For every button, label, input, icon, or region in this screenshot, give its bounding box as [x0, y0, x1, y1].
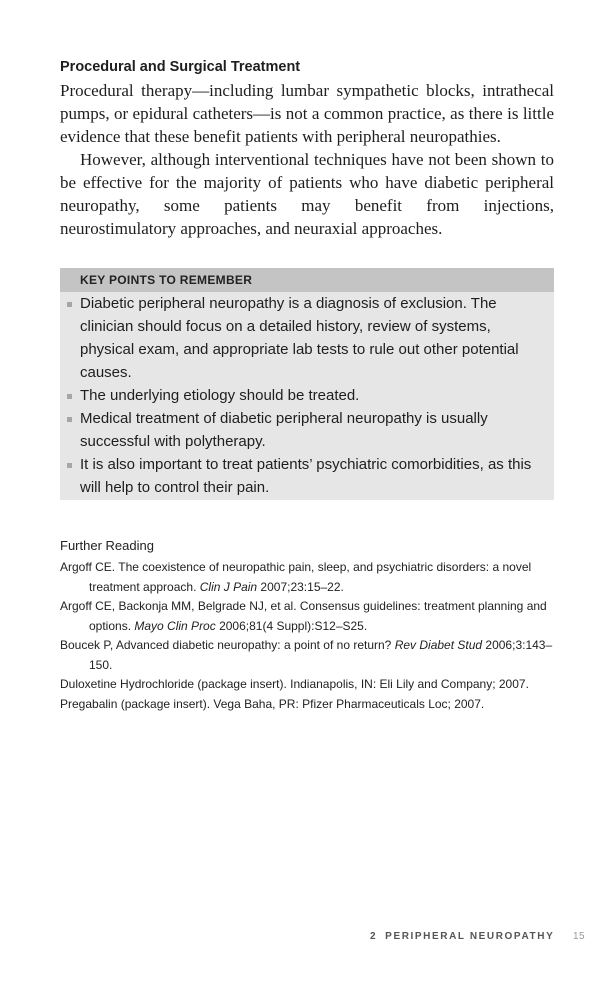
square-bullet-icon [67, 394, 72, 399]
journal-title: Rev Diabet Stud [394, 638, 483, 652]
page-footer [370, 931, 590, 942]
key-point-item [60, 407, 554, 453]
key-point-item [60, 453, 554, 499]
reference-item [60, 695, 554, 715]
key-points-header: KEY POINTS TO REMEMBER [60, 268, 554, 292]
square-bullet-icon [67, 302, 72, 307]
body-paragraph: However, although interventional techniques have not been shown to be effective for the majority of patients who have diabetic peripheral neuropathy, some patients may benefit from injections, neurostimulatory approaches, and neuraxial approaches. [60, 150, 554, 238]
key-point-item [60, 292, 554, 384]
reference-text: Pregabalin (package insert). Vega Baha, PR: Pfizer Pharmaceuticals Loc; 2007. [60, 696, 485, 711]
chapter-title: PERIPHERAL NEUROPATHY [385, 931, 555, 942]
reference-citation: 2006;81(4 Suppl):S12–S25. [215, 618, 368, 633]
page-number: 15 [573, 931, 586, 942]
reference-citation: 2006;3:143–150. [89, 638, 553, 672]
reference-item [60, 558, 554, 597]
key-point-item [60, 384, 554, 407]
journal-title: Mayo Clin Proc [134, 618, 216, 633]
section-heading: Procedural and Surgical Treatment [60, 59, 301, 75]
key-point-text: The underlying etiology should be treated. [80, 387, 360, 404]
further-reading-heading: Further Reading [60, 538, 154, 553]
reference-citation: 2007;23:15–22. [257, 579, 344, 594]
square-bullet-icon [67, 417, 72, 422]
key-point-text: Medical treatment of diabetic peripheral neuropathy is usually successful with polytherapy. [80, 410, 488, 450]
reference-text: Boucek P, Advanced diabetic neuropathy: a point of no return? [60, 638, 395, 652]
reference-item [60, 597, 554, 636]
reference-item [60, 636, 554, 675]
reference-text: Duloxetine Hydrochloride (package insert). Indianapolis, IN: Eli Lily and Company; 2007. [60, 677, 529, 691]
journal-title: Clin J Pain [199, 579, 258, 594]
reference-text: Argoff CE. The coexistence of neuropathic pain, sleep, and psychiatric disorders: a novel treatment approach. [60, 560, 532, 594]
key-points-list [60, 292, 554, 499]
key-points-box [60, 268, 554, 500]
reference-text: Argoff CE, Backonja MM, Belgrade NJ, et al. Consensus guidelines: treatment planning and options. [60, 599, 547, 633]
key-point-text: It is also important to treat patients’ psychiatric comorbidities, as this will help to control their pain. [80, 456, 532, 496]
reference-list [60, 558, 554, 714]
square-bullet-icon [67, 463, 72, 468]
reference-item [60, 675, 554, 695]
body-paragraph: Procedural therapy—including lumbar sympathetic blocks, intrathecal pumps, or epidural catheters—is not a common practice, as there is little evidence that these benefit patients with peripheral neuropathies. [60, 81, 554, 146]
key-point-text: Diabetic peripheral neuropathy is a diagnosis of exclusion. The clinician should focus on a detailed history, review of systems, physical exam, and appropriate lab tests to rule out other potential causes. [80, 295, 519, 381]
chapter-number: 2 [370, 931, 378, 942]
